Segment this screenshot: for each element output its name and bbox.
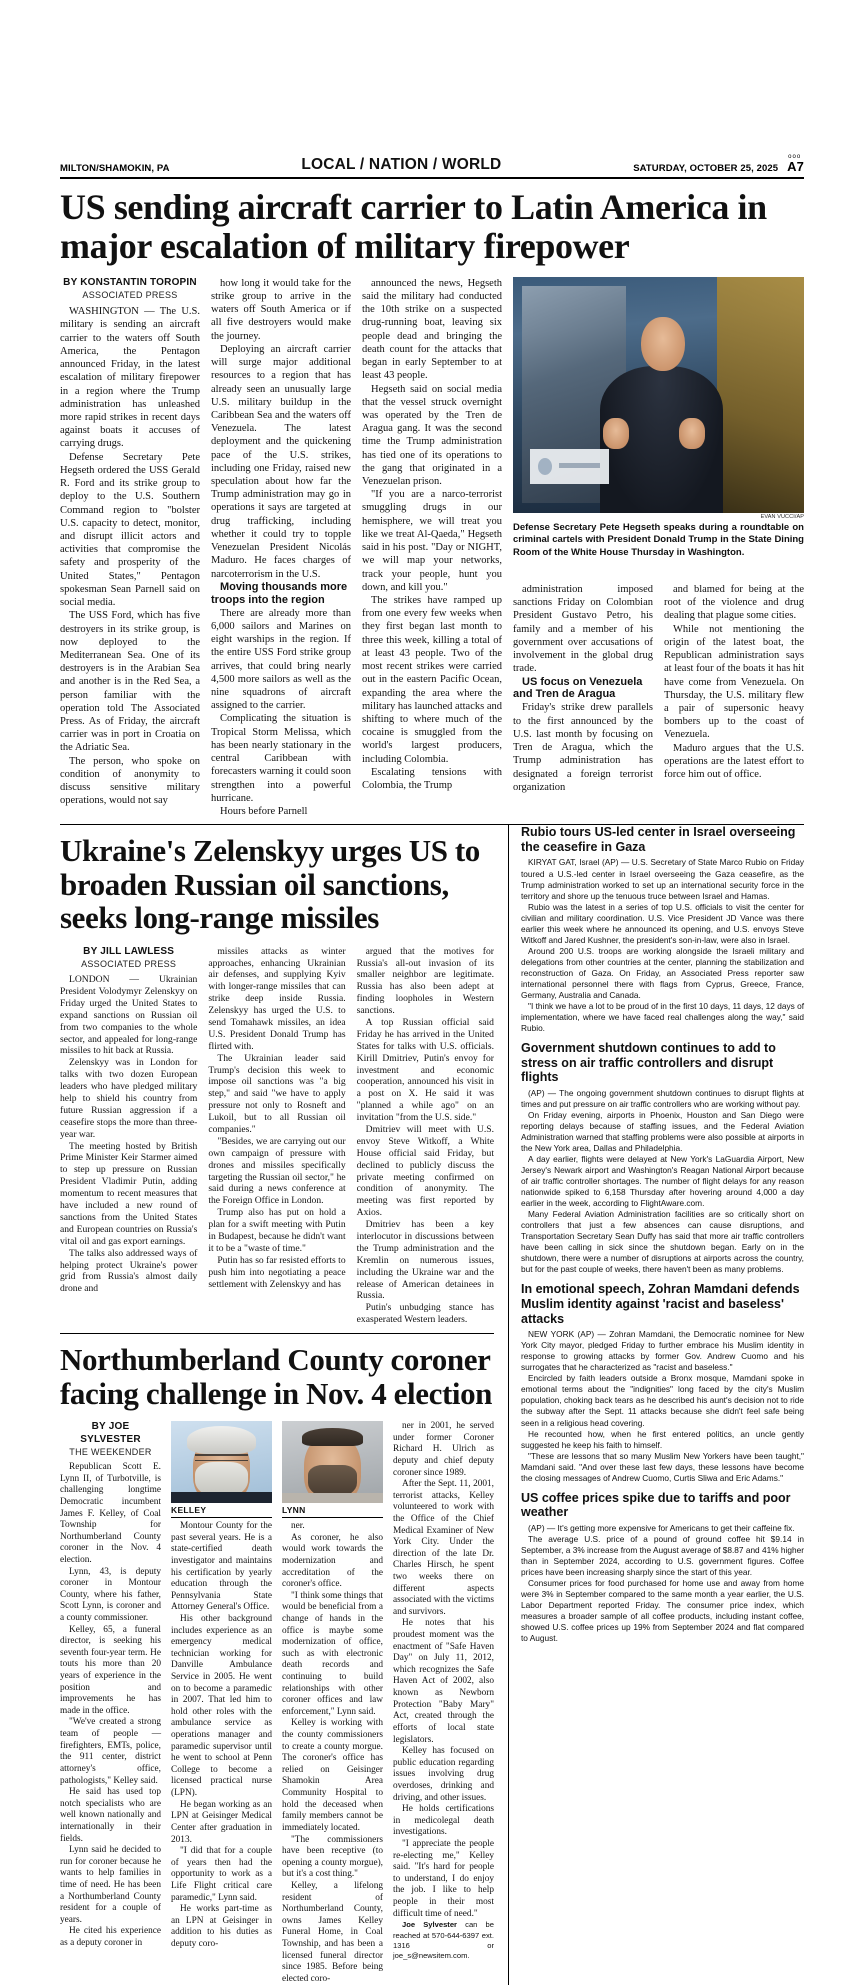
byline-org: THE WEEKENDER bbox=[69, 1447, 152, 1458]
paragraph: On Friday evening, airports in Phoenix, Houston and San Diego were reporting delays because of staffing issues, and the Federal Aviation Administration warned that staffing problems were also possible at airports in the New York area, Dallas and Philadelphia. bbox=[521, 1109, 804, 1153]
story2-headline: Ukraine's Zelenskyy urges US to broaden Russian oil sanctions, seeks long-range missiles bbox=[60, 833, 480, 936]
byline-author: BY JILL LAWLESS bbox=[83, 945, 175, 957]
page-dots: ooo bbox=[788, 154, 802, 160]
brief-body bbox=[521, 1088, 804, 1276]
paragraph: Zelenskyy was in London for talks with two dozen European leaders who have pledged military help to shield his country from future Russian aggression if a ceasefire stops the more than three-year war. bbox=[60, 1057, 198, 1140]
paragraph: The USS Ford, which has five destroyers in its strike group, is now deployed to the Mediterranean Sea. One of its destroyers is in the Arabian Sea and another is in the Red Sea, a person familiar with the operation told The Associated Press. As of Friday, the aircraft carrier was in port in Croatia on the Adriatic Sea. bbox=[60, 610, 200, 754]
mid-section bbox=[60, 825, 804, 1985]
paragraph: "We've created a strong team of people — firefighters, EMTs, police, the 911 center, district attorney's office, pathologists," Kelley said. bbox=[60, 1717, 161, 1786]
story1-col2 bbox=[211, 277, 351, 818]
paragraph: He notes that his proudest moment was the enactment of "Safe Haven Day" on July 11, 2012, which recognizes the Safe Haven Act of 2002, also known as Newborn Protection "Baby Mary" Act, created through the efforts of local state legislators. bbox=[393, 1618, 494, 1745]
paragraph: NEW YORK (AP) — Zohran Mamdani, the Democratic nominee for New York City mayor, pledged Friday to further embrace his Muslim identity in response to growing attacks by former Gov. Andrew Cuomo and his surrogates that he characterized as "racist and baseless." bbox=[521, 1329, 804, 1373]
paragraph: missiles attacks as winter approaches, enhancing Ukrainian air defenses, and supplying Kyiv with longer-range missiles that can strike deep inside Russia. Zelenskyy has urged the U.S. to send Tomahawk missiles, an idea U.S. President Donald Trump has flirted with. bbox=[208, 945, 346, 1052]
paragraph: "I think some things that would be beneficial from a change of hands in the office is maybe some modernization of office, such as with electronic death records and continuing to build relationships with other coroner offices and law enforcement," Lynn said. bbox=[282, 1590, 383, 1717]
brief-body bbox=[521, 857, 804, 1034]
paragraph: He began working as an LPN at Geisinger Medical Center after graduation in 2013. bbox=[171, 1799, 272, 1845]
paragraph: Dmitriev will meet with U.S. envoy Steve Witkoff, a White House official said Friday, but declined to publicly discuss the private meeting confirmed on condition of anonymity. The meeting was first reported by Axios. bbox=[356, 1123, 494, 1219]
paragraph: "I think we have a lot to be proud of in the first 10 days, 11 days, 12 days of implementation, where we have faced real challenges along the way," said Rubio. bbox=[521, 1000, 804, 1033]
paragraph: He holds certifications in medicolegal death investigations. bbox=[393, 1804, 494, 1838]
story1-col2-text bbox=[211, 277, 351, 818]
paragraph: Friday's strike drew parallels to the first announced by the U.S. last month by focusing on Tren de Aragua, which the Trump administration has designated a foreign terrorist organization bbox=[513, 702, 653, 793]
byline-org: ASSOCIATED PRESS bbox=[82, 290, 178, 301]
story3-col1-text bbox=[60, 1462, 161, 1950]
story1-headline: US sending aircraft carrier to Latin America in major escalation of military firepower bbox=[60, 187, 767, 266]
byline-author: BY KONSTANTIN TOROPIN bbox=[63, 276, 197, 288]
paragraph: While not mentioning the origin of the latest boat, the Republican administration says at least four of the boats it has hit have come from Venezuela. On Thursday, the U.S. military flew a pair of supersonic heavy bombers up to the coast of Venezuela. bbox=[664, 623, 804, 741]
briefs-sidebar bbox=[508, 825, 804, 1985]
paragraph: (AP) — It's getting more expensive for Americans to get their caffeine fix. bbox=[528, 1522, 795, 1533]
paragraph: Montour County for the past several years. He is a state-certified death investigator and maintains his certification by yearly education through the Pennsylvania State Attorney General's Office. bbox=[171, 1521, 272, 1613]
paragraph: Escalating tensions with Colombia, the Trump bbox=[362, 766, 502, 792]
mug-shoulders bbox=[171, 1492, 272, 1503]
story1-subhead-2: US focus on Venezuela and Tren de Aragua bbox=[513, 675, 643, 701]
paragraph: "I appreciate the people re-electing me," Kelley said. "It's hard for people to understand, I do enjoy the job. I like to help people in their most difficult time of need." bbox=[393, 1839, 494, 1919]
paragraph: "The commissioners have been receptive (to opening a county morgue), but it's a cost thing." bbox=[282, 1834, 383, 1880]
reporter-contact bbox=[393, 1920, 494, 1961]
photo-subject-left-hand bbox=[603, 418, 629, 449]
brief-headline: In emotional speech, Zohran Mamdani defends Muslim identity against 'racist and baseless' attacks bbox=[521, 1282, 800, 1326]
photo-nameplate-text bbox=[559, 463, 600, 468]
paragraph: He works part-time as an LPN at Geisinger in addition to his duties as deputy coro- bbox=[171, 1904, 272, 1949]
paragraph: After the Sept. 11, 2001, terrorist attacks, Kelley volunteered to work with the Office of the Chief Medical Examiner of New York City. Under the direction of the late Dr. Charles Hirsch, he spent two weeks there on different aspects associated with the victims and survivors. bbox=[393, 1479, 494, 1617]
kelley-mug-label: KELLEY bbox=[171, 1503, 272, 1518]
paragraph: Lynn, 43, is deputy coroner in Montour County, where his father, Scott Lynn, is coroner and a county commissioner. bbox=[60, 1566, 161, 1623]
story2-col1 bbox=[60, 946, 197, 1327]
story1-col1-text bbox=[60, 305, 200, 807]
paragraph: Putin has so far resisted efforts to push him into negotiating a peace settlement with Zelenskyy and has bbox=[208, 1254, 346, 1290]
paragraph: ner. bbox=[291, 1521, 305, 1532]
photo-nameplate bbox=[530, 449, 609, 484]
kelley-mugshot bbox=[171, 1421, 272, 1503]
edition-label: MILTON/SHAMOKIN, PA bbox=[60, 163, 170, 174]
paragraph: Kelley, 65, a funeral director, is seeking his seventh four-year term. He touts his more than 20 years of experience in the position and improvements he has made in the office. bbox=[60, 1624, 161, 1716]
paragraph: The average U.S. price of a pound of ground coffee hit $9.14 in September, a 3% increase from the August average of $8.87 and 41% higher than in September 2024, according to U.S. government figures. Coffee prices have been increasing sharply since the start of this year. bbox=[521, 1533, 804, 1578]
photo-credit: EVAN VUCCI/AP bbox=[760, 514, 804, 521]
paragraph: The person, who spoke on condition of anonymity to discuss sensitive military operations, would not say bbox=[60, 755, 200, 807]
brief-item bbox=[521, 825, 804, 1034]
paragraph: Encircled by faith leaders outside a Bronx mosque, Mamdani spoke in emotional terms about the "indignities" long faced by the city's Muslim population, choking back tears as he described his aunt's decision not to ride the subway after the Sept. 11 attacks because she didn't feel safe being seen in a religious head covering. bbox=[521, 1373, 804, 1428]
story1-col3-text bbox=[362, 277, 502, 793]
paragraph: LONDON — Ukrainian President Volodymyr Zelenskyy on Friday urged the United States to expand sanctions on Russian oil from two companies to the whole sector, and appealed for long-range missiles to hit back at Russia. bbox=[60, 974, 198, 1057]
story3-byline bbox=[60, 1421, 161, 1457]
paragraph: He said has used top notch specialists who are well known nationally and internationally in their fields. bbox=[60, 1787, 161, 1844]
story3-body bbox=[60, 1421, 494, 1985]
story1-subhead-1: Moving thousands more troops into the region bbox=[211, 580, 348, 606]
brief-headline: Government shutdown continues to add to stress on air traffic controllers and disrupt flights bbox=[521, 1040, 776, 1085]
brief-item bbox=[521, 1491, 804, 1645]
paragraph: Dmitriev has been a key interlocutor in discussions between the Trump administration and the Kremlin on numerous issues, including the Ukraine war and the release of American detainees in Russia. bbox=[356, 1219, 494, 1302]
story2-body bbox=[60, 946, 494, 1327]
paragraph: The meeting hosted by British Prime Minister Keir Starmer aimed to step up pressure on Russian President Vladimir Putin, adding momentum to recent measures that have included a new round of sanctions from the United States and European countries on Russia's vital oil and gas export earnings. bbox=[60, 1140, 198, 1247]
story1-col5 bbox=[664, 583, 804, 818]
brief-item bbox=[521, 1282, 804, 1483]
paragraph: Putin's unbudging stance has exasperated Western leaders. bbox=[356, 1302, 494, 1326]
story3-col2 bbox=[171, 1421, 272, 1985]
paragraph: Hegseth said on social media that the vessel struck overnight was operated by the Tren de Aragua gang. It was the second time the Trump administration has tied one of its operations to the gang that originated in a Venezuelan prison. bbox=[362, 383, 502, 488]
story2-col1-text bbox=[60, 974, 197, 1295]
paragraph: "Besides, we are carrying out our own campaign of pressure with drones and missiles specifically targeting the Russian oil sector," he said during a news conference at the Foreign Office in London. bbox=[208, 1135, 346, 1207]
story1-col3 bbox=[362, 277, 502, 818]
story1-col1 bbox=[60, 277, 200, 818]
issue-date: SATURDAY, OCTOBER 25, 2025 bbox=[633, 163, 779, 174]
brief-body bbox=[521, 1523, 804, 1644]
paragraph: Hours before Parnell bbox=[220, 806, 308, 817]
photo-seal bbox=[538, 458, 552, 475]
story2-byline bbox=[60, 946, 197, 970]
story1-body bbox=[60, 277, 804, 818]
paragraph: and blamed for being at the root of the violence and drug dealing that plague some cities. bbox=[664, 583, 804, 622]
photo-subject-right-hand bbox=[679, 418, 705, 449]
story1-col4 bbox=[513, 583, 653, 818]
lynn-mug-label: LYNN bbox=[282, 1503, 383, 1518]
story3-col3 bbox=[282, 1421, 383, 1985]
mid-left-column bbox=[60, 825, 494, 1985]
brief-item bbox=[521, 1041, 804, 1275]
photo-curtain bbox=[717, 277, 804, 513]
paragraph: Lynn said he decided to run for coroner because he wants to help families in time of need. He has been a Northumberland County resident for a couple of years. bbox=[60, 1845, 161, 1925]
paragraph: Kelley has focused on public education regarding issues involving drug overdoses, drinking and driving, and other issues. bbox=[393, 1746, 494, 1803]
paragraph: Many Federal Aviation Administration facilities are so critically short on controllers that just a few absences can cause disruptions, and Transportation Secretary Sean Duffy has said that more air traffic controllers have been calling in sick since the shutdown began. Early on in the shutdown, there were a number of disruptions at airports across the country, but for the past couple of weeks, there haven't been as many problems. bbox=[521, 1209, 804, 1275]
story2-col2 bbox=[208, 946, 345, 1327]
story3-col3-text bbox=[282, 1521, 383, 1985]
story3-col1 bbox=[60, 1421, 161, 1985]
byline-org: ASSOCIATED PRESS bbox=[81, 959, 177, 970]
mug-hair bbox=[187, 1426, 256, 1454]
paragraph: WASHINGTON — The U.S. military is sending an aircraft carrier to the waters off South America, the Pentagon announced Friday, in the latest escalation of military firepower in a region where the Trump administration has unleashed more rapid strikes in recent days against boats it accuses of carrying drugs. bbox=[60, 306, 200, 450]
paragraph: Around 200 U.S. troops are working alongside the Israeli military and delegations from other countries at the center, planning the stabilization and reconstruction of Gaza. On Friday, an Associated Press reporter saw international personnel there with flags from Cyprus, Greece, France, Germany, Australia and Canada. bbox=[521, 945, 804, 1000]
hegseth-roundtable-photo bbox=[513, 277, 804, 513]
story3-col4 bbox=[393, 1421, 494, 1985]
brief-body bbox=[521, 1329, 804, 1483]
paragraph: Kelley is working with the county commissioners to create a county morgue. The coroner's office has relied on Geisinger Shamokin Area Community Hospital to hold the deceased when family members cannot be immediately located. bbox=[282, 1718, 383, 1833]
paragraph: Consumer prices for food purchased for home use and away from home were 3% in September compared to the same month a year earlier, the U.S. Labor Department reported Friday. The consumer price index, which measures a broader sample of all coffee products, including instant coffee, showed U.S. coffee prices up 19% from September 2024 and flat compared to August. bbox=[521, 1578, 804, 1644]
reporter-name: Joe Sylvester bbox=[402, 1920, 458, 1930]
paragraph: Kelley, a lifelong resident of Northumberland County, owns James Kelley Funeral Home, in Coal Township, and has been a licensed funeral director since 1985. Before being elected coro- bbox=[282, 1880, 383, 1984]
story3-col2-text bbox=[171, 1521, 272, 1951]
brief-divider bbox=[521, 1275, 804, 1282]
folio-right bbox=[633, 154, 804, 174]
folio-bar bbox=[60, 0, 804, 177]
paragraph: "If you are a narco-terrorist smuggling drugs in our hemisphere, we will treat you like we treat Al-Qaeda," Hegseth said in his post. "Day or NIGHT, we will map your networks, track your people, hunt you down, and kill you." bbox=[362, 489, 502, 593]
mug-shoulders bbox=[282, 1493, 383, 1503]
paragraph: He cited his experience as a deputy coroner in bbox=[60, 1926, 161, 1949]
paragraph: Defense Secretary Pete Hegseth ordered the USS Gerald R. Ford and its strike group to deploy to the U.S. Southern Command region to "bolster U.S. capacity to detect, monitor, and disrupt illicit actors and activities that compromise the safety and prosperity of the United States," Pentagon spokesman Sean Parnell said on social media. bbox=[60, 451, 200, 609]
story1-col5-text bbox=[664, 583, 804, 781]
paragraph: how long it would take for the strike group to arrive in the waters off South America or if all five destroyers would make the journey. bbox=[211, 277, 351, 342]
paragraph: announced the news, Hegseth said the military had conducted the 10th strike on a suspected drug-running boat, leaving six people dead and bringing the death count for the attacks that began in early September to at least 43 people. bbox=[362, 277, 502, 382]
paragraph: Maduro argues that the U.S. operations are the latest effort to force him out of office. bbox=[664, 742, 804, 781]
byline-author: BY JOE SYLVESTER bbox=[80, 1421, 141, 1445]
page-number-value: A7 bbox=[787, 159, 804, 174]
story1-col4-text bbox=[513, 583, 653, 794]
brief-headline: Rubio tours US-led center in Israel overseeing the ceasefire in Gaza bbox=[521, 825, 796, 854]
paragraph: His other background includes experience as an emergency medical technician working for Danville Ambulance Service in 2005. He went on to become a paramedic in 2007. That led him to hold other roles with the ambulance service as operations manager and paramedic supervisor until he went to school at Penn College to become a licensed practical nurse (LPN). bbox=[171, 1613, 272, 1799]
story1-byline bbox=[60, 277, 200, 301]
paragraph: There are already more than 6,000 sailors and Marines on eight warships in the region. If the entire USS Ford strike group arrives, that could bring nearly 4,500 more sailors as well as the nine squadrons of aircraft assigned to the carrier. bbox=[211, 607, 351, 712]
paragraph: Trump also has put on hold a plan for a swift meeting with Putin in Budapest, because he didn't want it to be a "waste of time." bbox=[208, 1207, 346, 1254]
paragraph: argued that the motives for Russia's all-out invasion of its smaller neighbor are legitimate. Russia has also been adept at finding loopholes in Western sanctions. bbox=[356, 945, 494, 1017]
brief-headline: US coffee prices spike due to tariffs and poor weather bbox=[521, 1490, 791, 1520]
photo-caption: Defense Secretary Pete Hegseth speaks during a roundtable on criminal cartels with President Donald Trump in the State Dining Room of the White House Thursday in Washington. bbox=[513, 522, 804, 558]
story1-photo-block bbox=[513, 277, 804, 583]
paragraph: "These are lessons that so many Muslim New Yorkers have been taught," Mamdani said. "And over these last few days, these lessons have become the closing messages of Andrew Cuomo, Curtis Sliwa and Eric Adams." bbox=[521, 1450, 804, 1483]
page-number bbox=[787, 154, 804, 174]
paragraph: administration imposed sanctions Friday on Colombian President Gustavo Petro, his family and a member of his government over accusations of involvement in the global drug trade. bbox=[513, 583, 653, 675]
story2-bottom-rule bbox=[60, 1333, 494, 1334]
paragraph: He recounted how, when he first entered politics, an uncle gently suggested he keep his faith to himself. bbox=[521, 1428, 804, 1450]
paragraph: A day earlier, flights were delayed at New York's LaGuardia Airport, New Jersey's Newark airport and Washington's Reagan National Airport because of air traffic controller shortages. The number of flight delays for any reason nationwide spiked to 6,158 Thursday after hovering around 4,000 a day earlier in the week, according to FlightAware.com. bbox=[521, 1154, 804, 1209]
paragraph: KIRYAT GAT, Israel (AP) — U.S. Secretary of State Marco Rubio on Friday toured a U.S.-led center in Israel overseeing the Gaza ceasefire, as the Trump administration worked to set up an international security force in the territory and shore up the tenuous truce between Israel and Hamas. bbox=[521, 857, 804, 901]
lynn-mugshot bbox=[282, 1421, 383, 1503]
photo-subject-face bbox=[641, 317, 685, 371]
paragraph: ner in 2001, he served under former Coroner Richard H. Ulrich as deputy and chief deputy coroner since 1989. bbox=[393, 1421, 494, 1478]
brief-divider bbox=[521, 1034, 804, 1041]
glasses-icon bbox=[195, 1454, 248, 1461]
paragraph: Republican Scott E. Lynn II, of Turbotville, is challenging longtime Democratic incumbent James F. Kelley, of Coal Township for Northumberland County coroner in the Nov. 4 election. bbox=[60, 1462, 161, 1565]
paragraph: The talks also addressed ways of helping protect Ukraine's power grid from Russia's almost daily drone and bbox=[60, 1247, 198, 1295]
story3-col4-text bbox=[393, 1421, 494, 1961]
paragraph: Complicating the situation is Tropical Storm Melissa, which has been nearly stationary in the central Caribbean with forecasters warning it could soon strengthen into a powerful hurricane. bbox=[211, 713, 351, 804]
brief-divider bbox=[521, 1484, 804, 1491]
paragraph: The strikes have ramped up from one every few weeks when they first began last month to three this week, killing a total of at least 43 people. Two of the most recent strikes were carried out in the eastern Pacific Ocean, expanding the area where the military has launched attacks and shifting to where much of the cocaine is smuggled from the world's largest producers, including Colombia. bbox=[362, 595, 502, 765]
paragraph: As coroner, he also would work towards the modernization and accreditation of the coroner's office. bbox=[282, 1532, 383, 1590]
paragraph: The Ukrainian leader said Trump's decision this week to impose oil sanctions was "a big step," and said "we have to apply pressure not only to Rosneft and Lukoil, but to all Russian oil companies." bbox=[208, 1052, 346, 1135]
paragraph: "I did that for a couple of years then had the opportunity to work as a Life Flight critical care paramedic," Lynn said. bbox=[171, 1846, 272, 1903]
story3-headline: Northumberland County coroner facing challenge in Nov. 4 election bbox=[60, 1342, 493, 1411]
paragraph: (AP) — The ongoing government shutdown continues to disrupt flights at times and put pressure on air traffic controllers who are working without pay. bbox=[521, 1087, 804, 1109]
paragraph: Deploying an aircraft carrier will surge major additional resources to a region that has already seen an unusually large U.S. military buildup in the Caribbean Sea and the waters off Venezuela. The latest deployment and the quickening pace of the U.S. strikes, including one Friday, raised new speculation about how far the Trump administration may go in operations it says are targeted at drug trafficking, including whether it could try to topple Venezuelan President Nicolás Maduro. He faces charges of narcoterrorism in the U.S. bbox=[211, 343, 351, 580]
folio-rule bbox=[60, 177, 804, 179]
mug-hair bbox=[302, 1428, 363, 1446]
paragraph: Rubio was the latest in a series of top U.S. officials to visit the center for civilian and military coordination. U.S. Vice President JD Vance was there earlier this week where he announced its opening, and U.S. envoys Steve Witkoff and Jared Kushner, the president's son-in-law, were also in Israel. bbox=[521, 901, 804, 945]
reporter-contact-detail: can be reached at 570-644-6397 ext. 1316 or joe_s@newsitem.com. bbox=[393, 1920, 494, 1961]
section-title: LOCAL / NATION / WORLD bbox=[301, 156, 502, 173]
paragraph: A top Russian official said Friday he has arrived in the United States for talks with U.S. officials. Kirill Dmitriev, Putin's envoy for investment and economic cooperation, announced his visit in a post on X. He said it was "planned a while ago" on an invitation "from the U.S. side." bbox=[356, 1016, 494, 1124]
story2-col3 bbox=[357, 946, 494, 1327]
